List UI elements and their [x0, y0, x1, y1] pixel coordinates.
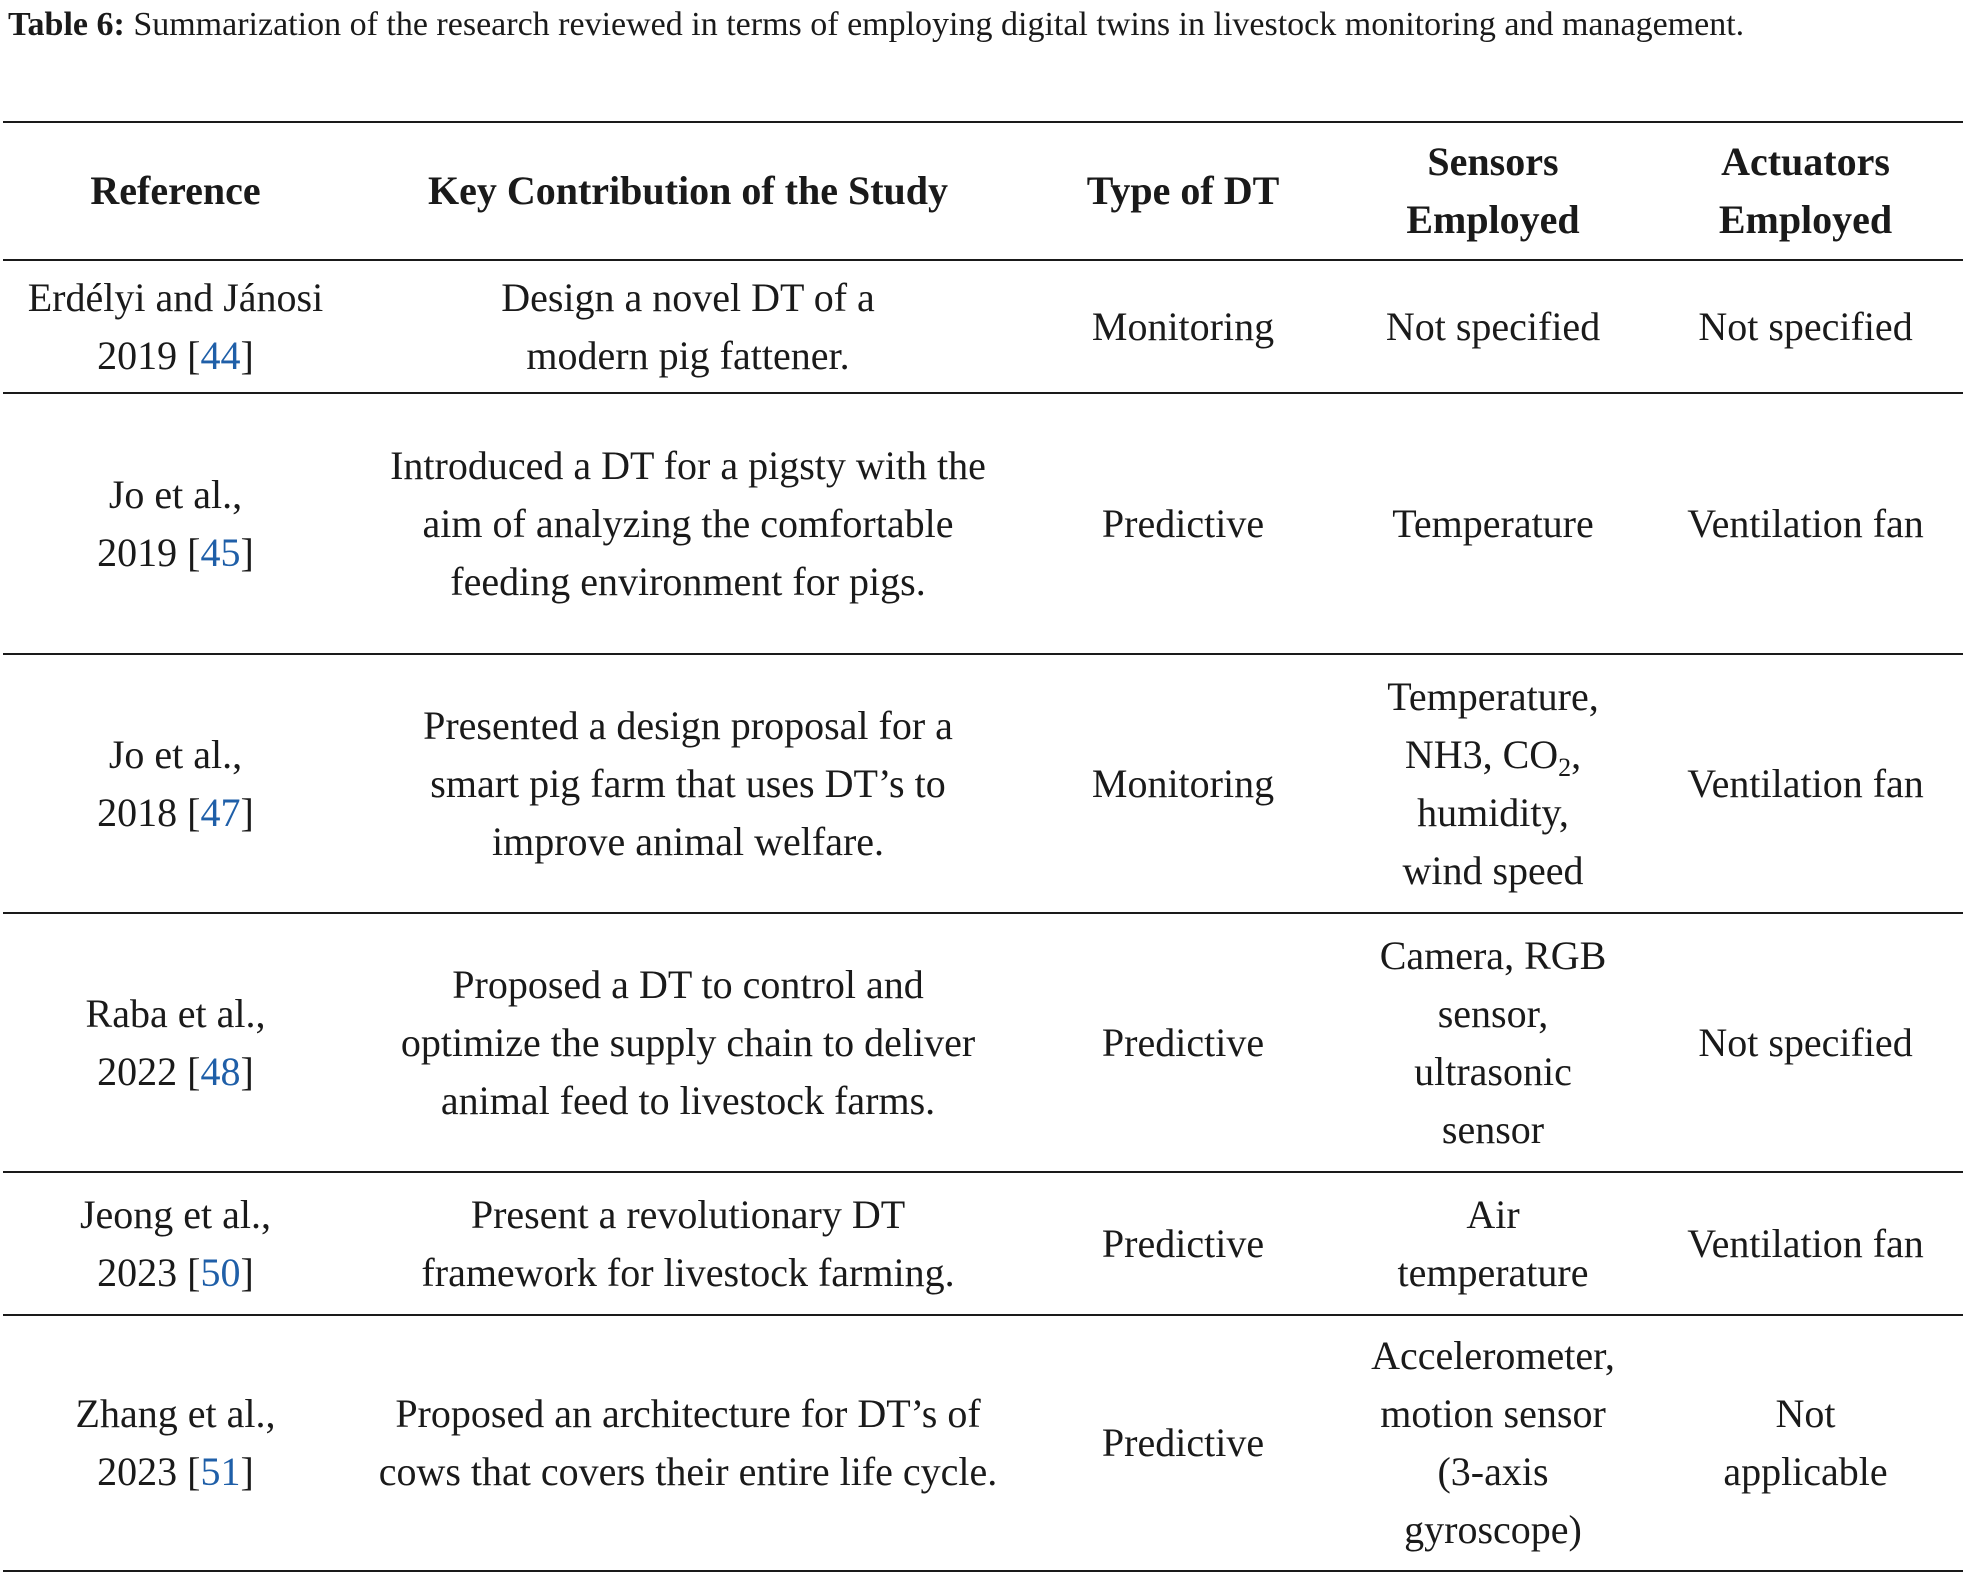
cell-reference [3, 1315, 348, 1571]
cell-actuators: Ventilation fan [1687, 760, 1924, 806]
cell-type: Monitoring [1091, 760, 1275, 806]
cell-contribution: Design a novel DT of a modern pig fattener. [501, 274, 875, 378]
citation-link[interactable]: 45 [200, 529, 241, 575]
reference-text: Jeong et al., 2023 [ [79, 1191, 272, 1295]
cell-sensors: Not specified [1385, 303, 1601, 349]
cell-sensors: Temperature [1392, 500, 1594, 546]
cell-contribution: Presented a design proposal for a smart pig farm that uses DT’s to improve animal welfare. [423, 702, 953, 864]
reference-bracket: ] [240, 332, 254, 378]
table-row [3, 913, 1963, 1172]
table-row [3, 393, 1963, 654]
cell-actuators: Not specified [1698, 303, 1913, 349]
reference-bracket: ] [240, 1449, 254, 1494]
table-row [3, 654, 1963, 913]
reference-bracket: ] [240, 1249, 254, 1295]
citation-link[interactable]: 44 [200, 332, 241, 378]
cell-type: Predictive [1101, 500, 1265, 546]
table-header-row [3, 122, 1963, 260]
header-reference: Reference [90, 168, 261, 213]
cell-sensors: Air temperature [1397, 1191, 1589, 1295]
cell-contribution: Proposed an architecture for DT’s of cows that covers their entire life cycle. [378, 1391, 998, 1494]
table-row [3, 1172, 1963, 1315]
reference-bracket: ] [240, 789, 254, 835]
cell-type: Predictive [1101, 1220, 1265, 1266]
cell-actuators: Not specified [1698, 1019, 1913, 1065]
reference-bracket: ] [240, 529, 254, 575]
cell-reference [3, 260, 348, 393]
reference-text: Erdélyi and Jánosi 2019 [ [27, 274, 324, 378]
header-sensors-employed: Sensors Employed [1406, 139, 1580, 242]
cell-contribution: Present a revolutionary DT framework for livestock farming. [421, 1191, 955, 1295]
sensors-text: Temperature, NH3, CO [1387, 673, 1599, 777]
reference-bracket: ] [240, 1048, 254, 1094]
cell-contribution: Introduced a DT for a pigsty with the aim of analyzing the comfortable feeding environment for pigs. [390, 442, 986, 604]
table-caption-label: Table 6: [8, 6, 125, 43]
reference-text: Jo et al., 2019 [ [97, 471, 243, 575]
cell-sensors: Camera, RGB sensor, ultrasonic sensor [1379, 932, 1607, 1152]
summary-table [3, 121, 1963, 1572]
cell-sensors [1338, 654, 1648, 913]
cell-type: Monitoring [1091, 303, 1275, 349]
table-caption [8, 0, 1958, 50]
header-key-contribution: Key Contribution of the Study [427, 168, 949, 213]
subscript-2: 2 [1558, 752, 1572, 782]
citation-link[interactable]: 51 [200, 1449, 241, 1494]
table-row [3, 260, 1963, 393]
table-row [3, 1315, 1963, 1571]
header-actuators-employed: Actuators Employed [1718, 139, 1893, 242]
cell-type: Predictive [1101, 1420, 1265, 1465]
cell-sensors: Accelerometer, motion sensor (3-axis gyroscope) [1371, 1333, 1615, 1552]
citation-link[interactable]: 48 [200, 1048, 241, 1094]
cell-actuators: Ventilation fan [1687, 1220, 1924, 1266]
reference-text: Zhang et al., 2023 [ [75, 1391, 276, 1494]
reference-text: Raba et al., 2022 [ [85, 990, 266, 1094]
cell-actuators: Ventilation fan [1687, 500, 1924, 546]
cell-actuators: Not applicable [1723, 1391, 1888, 1494]
sensors-text-rest: , humidity, wind speed [1402, 731, 1584, 893]
cell-reference [3, 913, 348, 1172]
citation-link[interactable]: 47 [200, 789, 241, 835]
reference-text: Jo et al., 2018 [ [97, 731, 243, 835]
cell-reference [3, 393, 348, 654]
cell-contribution: Proposed a DT to control and optimize the supply chain to deliver animal feed to livestock farms. [400, 961, 976, 1123]
header-type-of-dt: Type of DT [1086, 168, 1280, 213]
cell-reference [3, 1172, 348, 1315]
table-caption-text: Summarization of the research reviewed in terms of employing digital twins in livestock monitoring and management. [124, 6, 1745, 43]
cell-type: Predictive [1101, 1019, 1265, 1065]
cell-reference [3, 654, 348, 913]
citation-link[interactable]: 50 [200, 1249, 241, 1295]
